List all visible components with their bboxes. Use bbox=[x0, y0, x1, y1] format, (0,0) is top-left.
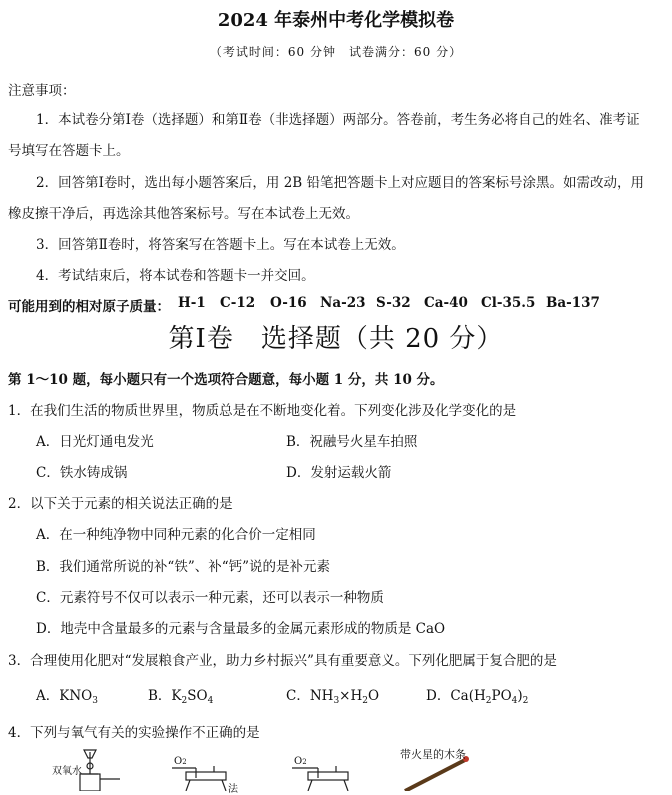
apparatus-a bbox=[80, 750, 120, 791]
atomic-mass-cl: Cl-35.5 bbox=[481, 295, 536, 311]
atomic-mass-label: 可能用到的相对原子质量： bbox=[8, 299, 170, 315]
atomic-mass-o: O-16 bbox=[270, 295, 307, 311]
question-1-option-d: D．发射运载火箭 bbox=[286, 465, 392, 481]
note-4: 4．考试结束后，将本试卷和答题卡一并交回。 bbox=[36, 268, 315, 284]
option-a-label: A． bbox=[36, 688, 60, 704]
question-1-option-a: A．日光灯通电发光 bbox=[36, 434, 154, 450]
question-2-option-c: C．元素符号不仅可以表示一种元素，还可以表示一种物质 bbox=[36, 590, 384, 606]
atomic-mass-c: C-12 bbox=[220, 295, 256, 311]
option-d-subscript-2: 2 bbox=[485, 696, 492, 706]
question-1-stem: 1．在我们生活的物质世界里，物质总是在不断地变化着。下列变化涉及化学变化的是 bbox=[8, 403, 517, 419]
option-b-formula-2: SO bbox=[187, 688, 208, 704]
option-b-subscript-2: 4 bbox=[207, 696, 214, 706]
question-1-option-b: B．祝融号火星车拍照 bbox=[286, 434, 418, 450]
exam-info: （考试时间：60 分钟 试卷满分：60 分） bbox=[209, 45, 463, 59]
option-b-formula-1: K bbox=[171, 688, 182, 704]
option-c-formula-3: O bbox=[368, 688, 380, 704]
question-2-option-d: D．地壳中含量最多的元素与含量最多的金属元素形成的物质是 CaO bbox=[36, 621, 446, 637]
option-a-subscript: 3 bbox=[92, 696, 98, 706]
option-d-formula-4: ) bbox=[517, 688, 523, 704]
option-a-formula: KNO bbox=[59, 688, 93, 704]
apparatus-c bbox=[292, 766, 348, 791]
option-b-subscript-1: 2 bbox=[181, 696, 188, 706]
option-d-formula-3: PO bbox=[491, 688, 512, 704]
question-3-stem: 3．合理使用化肥对“发展粮食产业，助力乡村振兴”具有重要意义。下列化肥属于复合肥的是 bbox=[8, 653, 557, 669]
option-d-subscript-4: 2 bbox=[522, 696, 529, 706]
question-2-stem: 2．以下关于元素的相关说法正确的是 bbox=[8, 496, 233, 512]
atomic-mass-s: S-32 bbox=[376, 295, 411, 311]
label-oxygen-c: O2 bbox=[294, 756, 307, 767]
option-c-subscript-2: 2 bbox=[362, 696, 368, 706]
option-c-label: C． bbox=[286, 688, 310, 704]
question-3-option-d bbox=[426, 684, 528, 706]
option-c-formula-1: NH bbox=[309, 688, 334, 704]
section-title: 第Ⅰ卷 选择题（共 20 分） bbox=[168, 324, 504, 354]
question-3-option-c bbox=[286, 684, 379, 706]
note-1-line-2: 号填写在答题卡上。 bbox=[8, 143, 130, 159]
notes-heading: 注意事项： bbox=[8, 83, 76, 99]
page-title: 2024 年泰州中考化学模拟卷 bbox=[217, 10, 455, 31]
question-3-option-a bbox=[36, 684, 98, 706]
option-c-formula-2: ×H bbox=[339, 688, 363, 704]
atomic-mass-ca: Ca-40 bbox=[424, 295, 468, 311]
note-1-line-1: 1．本试卷分第Ⅰ卷（选择题）和第Ⅱ卷（非选择题）两部分。答卷前，考生务必将自己的姓名、准考证 bbox=[36, 112, 640, 128]
question-1-option-c: C．铁水铸成锅 bbox=[36, 465, 128, 481]
section-instruction: 第 1～10 题，每小题只有一个选项符合题意，每小题 1 分，共 10 分。 bbox=[8, 372, 444, 388]
option-d-label: D． bbox=[426, 688, 451, 704]
option-c-subscript-1: 3 bbox=[333, 696, 340, 706]
question-3-option-b bbox=[148, 684, 213, 706]
note-2-line-2: 橡皮擦干净后，再选涂其他答案标号。写在本试卷上无效。 bbox=[8, 206, 359, 222]
option-b-label: B． bbox=[148, 688, 172, 704]
option-d-subscript-3: 4 bbox=[511, 696, 518, 706]
question-2-option-a: A．在一种纯净物中同种元素的化合价一定相同 bbox=[36, 527, 316, 543]
question-4-stem: 4．下列与氧气有关的实验操作不正确的是 bbox=[8, 725, 260, 741]
note-2-line-1: 2．回答第Ⅰ卷时，选出每小题答案后，用 2B 铅笔把答题卡上对应题目的答案标号涂黑。如需改动，用 bbox=[36, 175, 645, 191]
label-method-partial: 法 bbox=[228, 784, 238, 795]
atomic-mass-ba: Ba-137 bbox=[546, 295, 600, 311]
lab-apparatus-illustration bbox=[0, 746, 672, 791]
label-oxygen-b: O2 bbox=[174, 756, 187, 767]
question-4-figures bbox=[0, 746, 672, 795]
apparatus-b bbox=[172, 766, 226, 791]
atomic-mass-h: H-1 bbox=[178, 295, 206, 311]
label-hydrogen-peroxide: 双氧水 bbox=[52, 766, 82, 777]
label-glowing-stick: 带火星的木条 bbox=[400, 748, 466, 761]
note-3: 3．回答第Ⅱ卷时，将答案写在答题卡上。写在本试卷上无效。 bbox=[36, 237, 405, 253]
atomic-mass-na: Na-23 bbox=[320, 295, 366, 311]
option-d-formula-1: Ca bbox=[450, 688, 469, 704]
option-d-formula-2: (H bbox=[468, 688, 486, 704]
question-2-option-b: B．我们通常所说的补“铁”、补“钙”说的是补元素 bbox=[36, 559, 331, 575]
